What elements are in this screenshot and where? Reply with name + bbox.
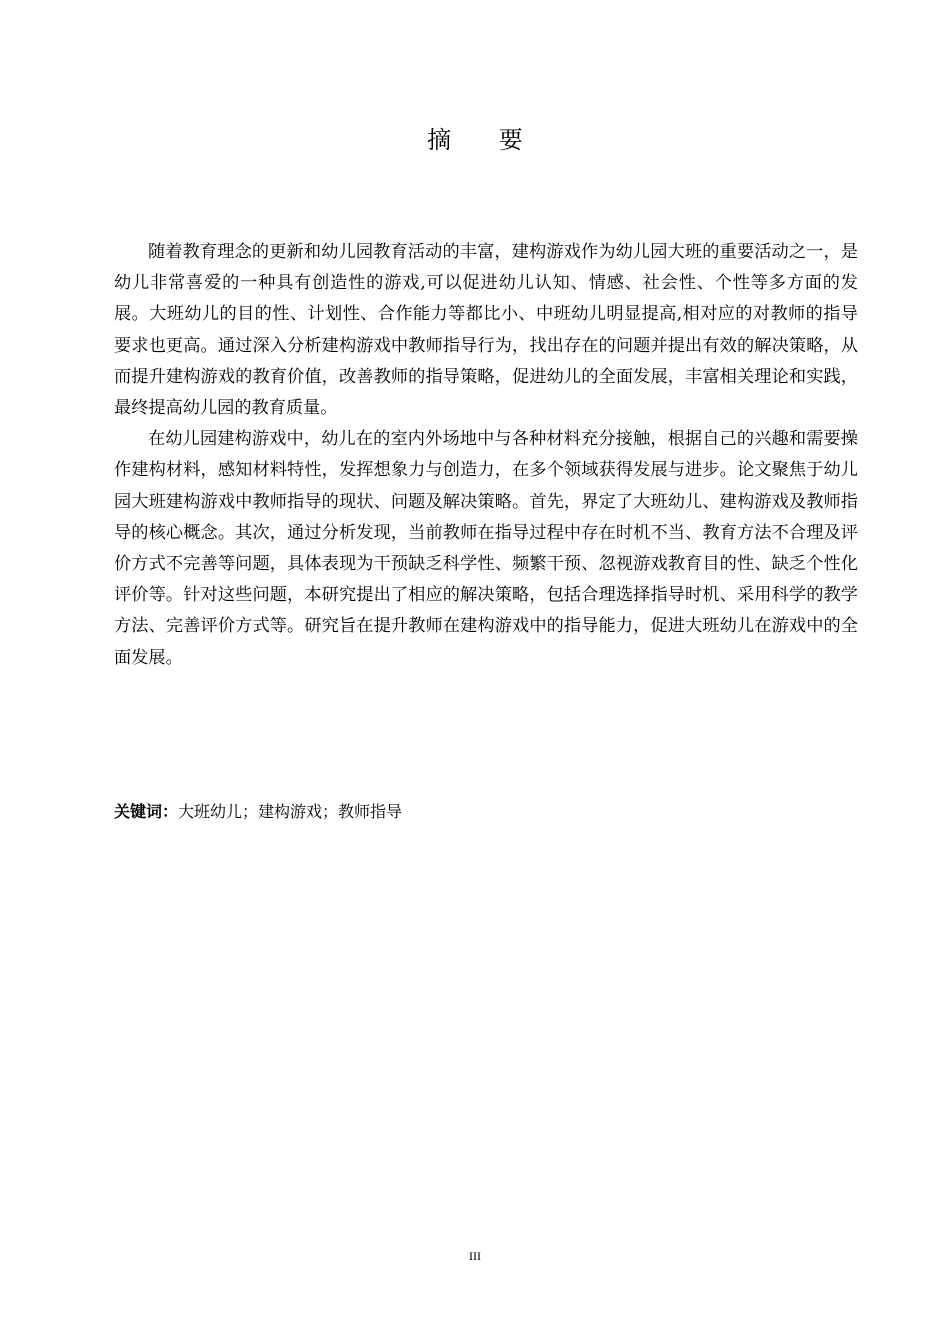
page-title: 摘 要 [427,126,543,154]
page-number: III [469,1249,481,1263]
keywords-value: 大班幼儿；建构游戏；教师指导 [178,802,403,821]
keywords-line [114,798,858,826]
keywords-label: 关键词： [114,802,179,821]
abstract-paragraph-1: 随着教育理念的更新和幼儿园教育活动的丰富，建构游戏作为幼儿园大班的重要活动之一，是幼儿非常喜爱的一种具有创造性的游戏,可以促进幼儿认知、情感、社会性、个性等多方面的发展。大班幼儿的目的性、计划性、合作能力等都比小、中班幼儿明显提高,相对应的对教师的指导要求也更高。通过深入分析建构游戏中教师指导行为，找出存在的问题并提出有效的解决策略，从而提升建构游戏的教育价值，改善教师的指导策略，促进幼儿的全面发展，丰富相关理论和实践，最终提高幼儿园的教育质量。 [114,242,858,419]
abstract-paragraph-2: 在幼儿园建构游戏中，幼儿在的室内外场地中与各种材料充分接触，根据自己的兴趣和需要操作建构材料，感知材料特性，发挥想象力与创造力，在多个领域获得发展与进步。论文聚焦于幼儿园大班建构游戏中教师指导的现状、问题及解决策略。首先，界定了大班幼儿、建构游戏及教师指导的核心概念。其次，通过分析发现，当前教师在指导过程中存在时机不当、教育方法不合理及评价方式不完善等问题，具体表现为干预缺乏科学性、频繁干预、忽视游戏教育目的性、缺乏个性化评价等。针对这些问题，本研究提出了相应的解决策略，包括合理选择指导时机、采用科学的教学方法、完善评价方式等。研究旨在提升教师在建构游戏中的指导能力，促进大班幼儿在游戏中的全面发展。 [114,429,858,668]
abstract-body [114,237,858,674]
